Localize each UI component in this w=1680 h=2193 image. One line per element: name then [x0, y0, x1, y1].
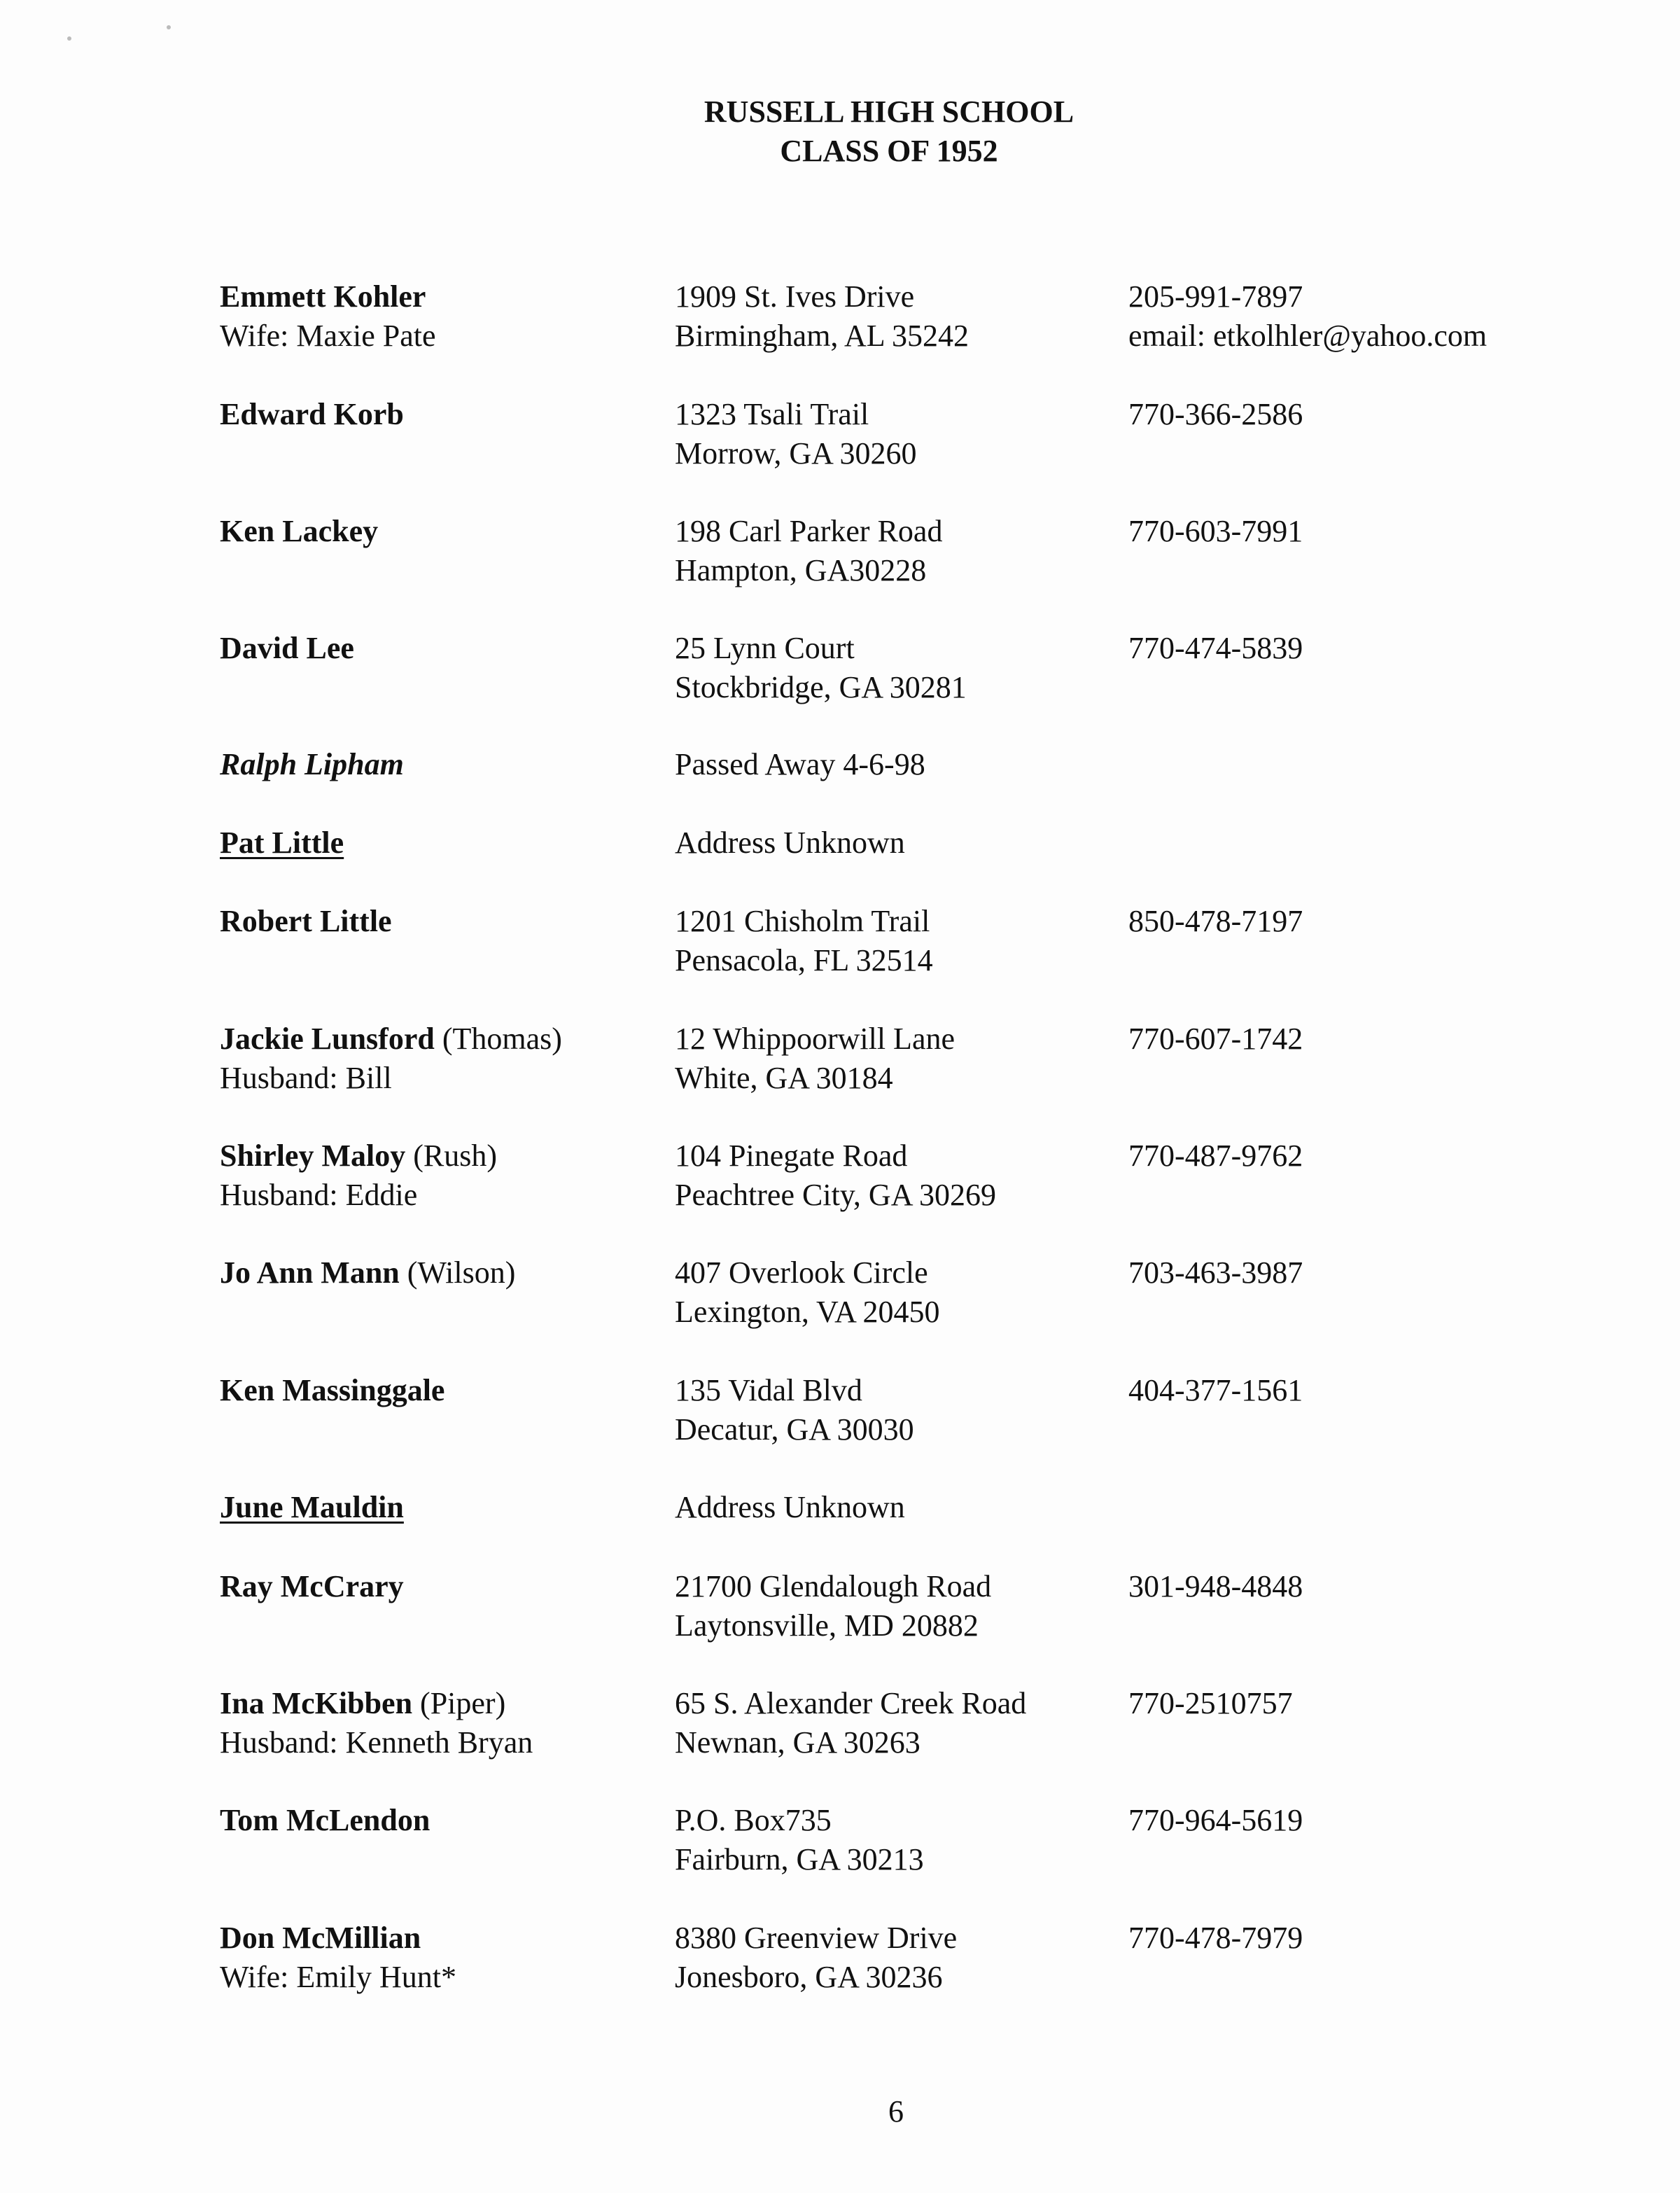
spouse-name: Wife: Maxie Pate [220, 319, 436, 353]
person-column [220, 1019, 562, 1098]
title-line-2: CLASS OF 1952 [780, 134, 998, 168]
person-name: Edward Korb [220, 397, 404, 431]
address-line-1: 1323 Tsali Trail [675, 397, 869, 431]
person-name: Ken Massinggale [220, 1373, 445, 1407]
phone-number: 770-2510757 [1128, 1686, 1293, 1720]
person-name-line [220, 629, 354, 668]
person-column [220, 823, 344, 863]
phone-number: 770-478-7979 [1128, 1921, 1303, 1955]
address-column [675, 1488, 905, 1527]
contact-column [1128, 1567, 1303, 1606]
address-line-2: Lexington, VA 20450 [675, 1295, 940, 1329]
person-column [220, 1684, 533, 1762]
address-line-1: 104 Pinegate Road [675, 1139, 908, 1173]
person-column [220, 902, 392, 941]
address-line-2: Peachtree City, GA 30269 [675, 1178, 997, 1212]
address-line-1: Address Unknown [675, 826, 905, 860]
address-column [675, 745, 925, 784]
address-line-2: Hampton, GA30228 [675, 553, 927, 587]
address-column [675, 1919, 957, 1997]
address-line-2: Stockbridge, GA 30281 [675, 670, 967, 704]
contact-column [1128, 1019, 1303, 1059]
person-name: Emmett Kohler [220, 279, 426, 314]
person-name-line [220, 395, 404, 434]
address-line-1: Address Unknown [675, 1490, 905, 1524]
person-name-line [220, 277, 436, 316]
address-column [675, 512, 942, 590]
spouse-name: Husband: Eddie [220, 1178, 418, 1212]
phone-number: 404-377-1561 [1128, 1373, 1303, 1407]
phone-number: 703-463-3987 [1128, 1255, 1303, 1290]
roster-entry [0, 745, 1680, 829]
contact-column [1128, 277, 1487, 356]
document-title [0, 92, 1680, 171]
spouse-name: Wife: Emily Hunt* [220, 1960, 456, 1994]
person-name: Ken Lackey [220, 514, 379, 548]
address-line-2: White, GA 30184 [675, 1061, 893, 1095]
roster-entry [0, 1567, 1680, 1651]
address-line-2: Laytonsville, MD 20882 [675, 1608, 979, 1643]
address-line-1: 8380 Greenview Drive [675, 1921, 958, 1955]
address-line-1: 1201 Chisholm Trail [675, 904, 930, 938]
person-column [220, 1136, 497, 1215]
contact-column [1128, 512, 1303, 551]
roster-entry [0, 1136, 1680, 1220]
page-number: 6 [888, 2094, 904, 2129]
phone-number: 301-948-4848 [1128, 1569, 1303, 1603]
person-column [220, 395, 404, 434]
address-line-1: Passed Away 4-6-98 [675, 747, 925, 781]
person-name: Ralph Lipham [220, 747, 404, 781]
person-name-line [220, 1801, 430, 1840]
person-column [220, 1253, 515, 1293]
person-name-line [220, 1019, 562, 1059]
roster-entry [0, 1684, 1680, 1768]
address-line-1: 65 S. Alexander Creek Road [675, 1686, 1027, 1720]
phone-number: 770-964-5619 [1128, 1803, 1303, 1837]
address-line-1: 407 Overlook Circle [675, 1255, 928, 1290]
address-column [675, 395, 916, 473]
person-column [220, 629, 354, 668]
maiden-name: (Piper) [412, 1686, 506, 1720]
person-column [220, 745, 404, 784]
person-name: Jo Ann Mann [220, 1255, 400, 1290]
person-name-line [220, 1136, 497, 1176]
maiden-name: (Rush) [405, 1139, 497, 1173]
roster-entry [0, 1019, 1680, 1104]
person-name: Robert Little [220, 904, 392, 938]
address-column [675, 823, 905, 863]
address-line-2: Fairburn, GA 30213 [675, 1842, 924, 1877]
address-line-1: 12 Whippoorwill Lane [675, 1022, 955, 1056]
address-column [675, 902, 933, 980]
phone-number: 205-991-7897 [1128, 279, 1303, 314]
address-column [675, 1136, 996, 1215]
roster-entry [0, 1919, 1680, 2003]
person-name-line [220, 745, 404, 784]
phone-number: 770-487-9762 [1128, 1139, 1303, 1173]
maiden-name: (Thomas) [434, 1022, 562, 1056]
contact-column [1128, 1136, 1303, 1176]
scan-speck [67, 36, 71, 41]
roster-entry [0, 629, 1680, 713]
contact-column [1128, 629, 1303, 668]
person-column [220, 1919, 456, 1997]
address-column [675, 1253, 940, 1332]
address-line-2: Pensacola, FL 32514 [675, 943, 933, 977]
person-name: Ray McCrary [220, 1569, 404, 1603]
phone-number: 770-474-5839 [1128, 631, 1303, 665]
address-column [675, 1371, 914, 1449]
scan-speck [167, 25, 171, 29]
address-column [675, 1684, 1026, 1762]
phone-number: 770-603-7991 [1128, 514, 1303, 548]
address-line-2: Morrow, GA 30260 [675, 436, 917, 471]
roster-entry [0, 512, 1680, 596]
person-name: June Mauldin [220, 1490, 404, 1524]
person-name-line [220, 823, 344, 863]
person-column [220, 1801, 430, 1840]
person-column [220, 512, 378, 551]
address-column [675, 629, 967, 707]
person-column [220, 1488, 404, 1527]
maiden-name: (Wilson) [399, 1255, 516, 1290]
roster-entry [0, 1488, 1680, 1572]
person-name-line [220, 1684, 533, 1723]
address-column [675, 1567, 991, 1645]
address-line-1: 135 Vidal Blvd [675, 1373, 862, 1407]
roster-entry [0, 902, 1680, 986]
person-name-line [220, 1919, 456, 1958]
spouse-name: Husband: Kenneth Bryan [220, 1725, 533, 1760]
roster-entry [0, 1801, 1680, 1885]
address-line-1: P.O. Box735 [675, 1803, 832, 1837]
roster-entry [0, 1253, 1680, 1337]
title-line-1: RUSSELL HIGH SCHOOL [704, 95, 1074, 129]
person-name-line [220, 1567, 404, 1606]
address-line-2: Decatur, GA 30030 [675, 1412, 914, 1447]
person-name-line [220, 512, 378, 551]
person-name: David Lee [220, 631, 354, 665]
person-column [220, 277, 436, 356]
address-line-1: 1909 St. Ives Drive [675, 279, 915, 314]
spouse-name: Husband: Bill [220, 1061, 392, 1095]
person-name-line [220, 902, 392, 941]
phone-number: 770-607-1742 [1128, 1022, 1303, 1056]
person-column [220, 1371, 444, 1410]
roster-entry [0, 1371, 1680, 1455]
address-column [675, 277, 969, 356]
contact-column [1128, 1919, 1303, 1958]
person-name-line [220, 1488, 404, 1527]
person-name: Don McMillian [220, 1921, 421, 1955]
person-name-line [220, 1371, 444, 1410]
address-line-2: Newnan, GA 30263 [675, 1725, 920, 1760]
contact-column [1128, 1253, 1303, 1293]
address-line-1: 198 Carl Parker Road [675, 514, 943, 548]
roster-entry [0, 395, 1680, 479]
person-name: Shirley Maloy [220, 1139, 406, 1173]
person-name-line [220, 1253, 515, 1293]
person-name: Pat Little [220, 826, 344, 860]
email-address: email: etkolhler@yahoo.com [1128, 319, 1488, 353]
address-line-2: Jonesboro, GA 30236 [675, 1960, 943, 1994]
phone-number: 850-478-7197 [1128, 904, 1303, 938]
contact-column [1128, 902, 1303, 941]
contact-column [1128, 1801, 1303, 1840]
address-line-1: 21700 Glendalough Road [675, 1569, 992, 1603]
person-name: Tom McLendon [220, 1803, 430, 1837]
contact-column [1128, 1371, 1303, 1410]
phone-number: 770-366-2586 [1128, 397, 1303, 431]
contact-column [1128, 395, 1303, 434]
roster-entry [0, 277, 1680, 361]
person-name: Ina McKibben [220, 1686, 413, 1720]
address-line-1: 25 Lynn Court [675, 631, 855, 665]
person-column [220, 1567, 404, 1606]
person-name: Jackie Lunsford [220, 1022, 435, 1056]
roster-entry [0, 823, 1680, 907]
contact-column [1128, 1684, 1293, 1723]
address-column [675, 1019, 955, 1098]
address-line-2: Birmingham, AL 35242 [675, 319, 969, 353]
address-column [675, 1801, 924, 1879]
